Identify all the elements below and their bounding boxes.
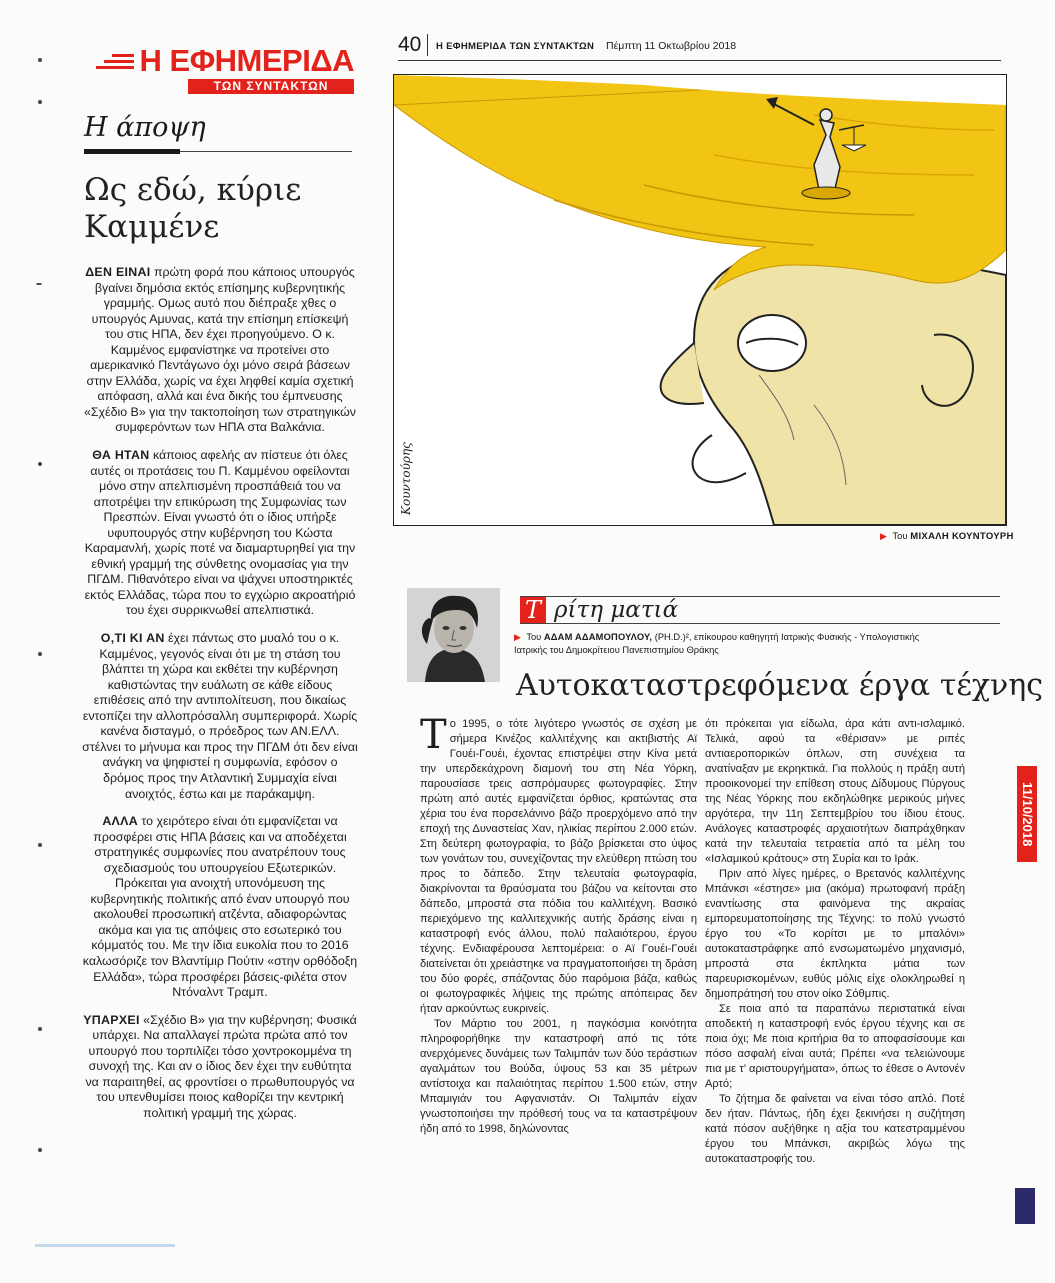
article-column-1 bbox=[420, 712, 697, 1137]
drop-cap: Τ bbox=[420, 712, 447, 758]
scan-dot bbox=[38, 58, 42, 62]
scan-dot bbox=[38, 843, 42, 847]
speed-lines-icon bbox=[96, 51, 134, 72]
scan-dot bbox=[38, 1148, 42, 1152]
column-header-rule bbox=[520, 623, 1000, 624]
article-paragraph: ότι πρόκειται για είδωλα, άρα κάτι αντι-ισλαμικό. Τελικά, αφού τα «θέρισαν» με ριπές αντιαεροπορικών όπλων, στη συνέχεια τα ανατίναξαν με εκρηκτικά. Για πολλούς η πράξη αυτή προοικονομεί την επίθεση στους Δίδυμους Πύργους της Νέας Υόρκης που εκδηλώθηκε μερικούς μήνες αργότερα, την 11η Σεπτεμβρίου του ίδιου έτους. Ανάλογες καταστροφές αρχαιοτήτων διαπράχθηκαν κατά την τελευταία τετραετία από τα μέλη του «Ισλαμικού κράτους» στη Συρία και το Ιράκ. bbox=[705, 718, 965, 865]
cartoon-credit bbox=[880, 531, 1014, 542]
paragraph-text: «Σχέδιο Β» για την κυβέρνηση; Φυσικά υπάρχει. Να απαλλαγεί πρώτα πρώτα από τον υπουργό που τορπιλίζει τόσο χοντροκομμένα τη συνοχή της. Και αν ο ίδιος δεν έχει την ευθύτητα να παραιτηθεί, ας φροντίσει ο πρωθυπουργός να του υπενθυμίσει ποιος καθορίζει την κεντρική πολιτική γραμμή της χώρας. bbox=[85, 1012, 357, 1120]
masthead-main bbox=[84, 44, 354, 78]
article-paragraph: Τον Μάρτιο του 2001, η παγκόσμια κοινότητα πληροφορήθηκε την καταστροφή από τις τότε ανερχόμενες δυνάμεις των Ταλιμπάν των δύο τεράστιων αγαλμάτων του Βούδα, ύψους 53 και 35 μέτρων αντίστοιχα και παλαιότητας περίπου 1.500 ετών, στην Μπαμιγιάν του Αφγανιστάν. Οι Ταλιμπάν είχαν γνωστοποιήσει την πρόθεσή τους να τα καταστρέψουν ήδη από το 1998, δηλώνοντας bbox=[420, 1018, 697, 1135]
column-header-name: ρίτη ματιά bbox=[554, 597, 679, 623]
editorial-title: Ως εδώ, κύριε Καμμένε bbox=[84, 172, 302, 245]
paragraph-lead: ΑΛΛΑ bbox=[102, 814, 138, 829]
editorial-paragraph bbox=[82, 448, 358, 619]
paper-name: Η ΕΦΗΜΕΡΙΔΑ ΤΩΝ ΣΥΝΤΑΚΤΩΝ bbox=[436, 41, 595, 52]
byline-prefix: Του bbox=[526, 632, 542, 642]
cartoon-illustration bbox=[393, 74, 1007, 526]
article-paragraph: Το ζήτημα δε φαίνεται να είναι τόσο απλό. Ποτέ δεν ήταν. Πάντως, ήδη έχει ξεκινήσει η συζήτηση κατά πόσον αυξήθηκε η αξία του κατεστραμμένου έργου του Μπάνκσι, ακριβώς λόγω της αυτοκαταστροφής του. bbox=[705, 1093, 965, 1165]
editorial-paragraph bbox=[82, 631, 358, 802]
section-label: Η άποψη bbox=[84, 112, 206, 143]
arrow-right-icon: ▶ bbox=[514, 632, 521, 642]
editorial-paragraph bbox=[82, 1013, 358, 1122]
paragraph-text: έχει πάντως στο μυαλό του ο κ. Καμμένος, γεγονός είναι ότι με τη στάση του βλάπτει τη χώρα και εκθέτει την κυβέρνηση καθιστώντας την ευάλωτη σε κάθε είδους επιθέσεις από την αντιπολίτευση, που δικαίως εντοπίζει την αλλοπρόσαλλη συμπεριφορά. Χωρίς κανένα δισταγμό, ο πρόεδρος των ΑΝ.ΕΛΛ. στέλνει το μήνυμα και προς την ΠΓΔΜ ότι δεν είναι ανάγκη να ψηφιστεί η συμφωνία, εφόσον ο δρόμος προς την Ατλαντική Συμμαχία είναι ανοιχτός, έστω και με παράκαμψη. bbox=[82, 631, 358, 801]
editorial-paragraph bbox=[82, 814, 358, 1001]
header-separator bbox=[427, 34, 428, 56]
article-paragraph: Σε ποια από τα παραπάνω περιστατικά είναι αποδεκτή η καταστροφή ενός έργου τέχνης και σε ποια όχι; Με ποια κριτήρια θα το αποφασίσουμε και πόσο ασφαλή είναι αυτά; Πρέπει «να τελειώνουμε πια με τ’ αριστουργήματα», όπως το έθεσε ο Αντονέν Αρτό; bbox=[705, 1003, 965, 1090]
paragraph-text: πρώτη φορά που κάποιος υπουργός βγαίνει δημόσια εκτός επίσημης κυβερνητικής γραμμής. Ομως αυτό που διέπραξε χθες ο υπουργός Αμυνας, κατά την επίσημη επίσκεψή του στις ΗΠΑ, δεν έχει προηγούμενο. Ο κ. Καμμένος εμφανίστηκε να προτείνει στο αμερικανικό Πεντάγωνο όχι μόνο σειρά βάσεων στην Ελλάδα, χωρίς να έχει ληφθεί καμία σχετική απόφαση, αλλά και ένα δικής του έμπνευσης «Σχέδιο Β» για την τακτοποίηση των στρατηγικών συμφερόντων των ΗΠΑ στα Βαλκάνια. bbox=[84, 265, 356, 435]
author-photo bbox=[407, 588, 500, 682]
article-paragraph: Πριν από λίγες ημέρες, ο Βρετανός καλλιτέχνης Μπάνκσι «έστησε» μια (ακόμα) πρωτοφανή πράξη εναντίωσης στα φαινόμενα της ακραίας εμπορευματοποίησης της Τέχνης: το πολύ γνωστό έργο του «Το κορίτσι με το μπαλόνι» αυτοκαταστράφηκε από ενσωματωμένο μηχανισμό, μπροστά στα έκπληκτα μάτια των παρευρισκομένων, ευθύς μόλις είχε ολοκληρωθεί η δημοπράτησή του στον οίκο Σόθμπις. bbox=[705, 868, 965, 1000]
article-byline bbox=[514, 631, 934, 657]
cartoon-drawing bbox=[394, 75, 1006, 525]
side-color-block bbox=[1015, 1188, 1035, 1224]
paragraph-text: ο 1995, ο τότε λιγότερο γνωστός σε σχέση με σήμερα Κινέζος καλλιτέχνης και ακτιβιστής Αϊ Γουέι-Γουέι, έχοντας επιστρέψει στην Κίνα μετά την υπερδεκάχρονη διαμονή του στη Νέα Υόρκη, παρουσίασε τρεις ασπρόμαυρες φωτογραφίες. Στην πρώτη από αυτές εμφανίζεται όρθιος, κρατώντας στα χέρια του ένα πορσελάνινο βάζο προερχόμενο από την εποχή της Δυναστείας Χαν, ηλικίας περίπου 2.000 ετών. Στη δεύτερη φωτογραφία, το βάζο βρίσκεται στο ύψος των γονάτων του, συνεχίζοντας την ελεύθερη πτώση του προς το δάπεδο. Στην τελευταία φωτογραφία, διακρίνονται τα θραύσματα του βάζου να κείτονται στο δάπεδο, μπροστά στα πόδια του καλλιτέχνη. Βασικό περιεχόμενο της καλλιτεχνικής αυτής δράσης είναι η καταστροφή ενός άλλου, πολύ παλαιότερου, έργου τέχνης. Ενδιαφέρουσα λεπτομέρεια: ο Αϊ Γουέι-Γουέι διατείνεται ότι χρειάστηκε να πραγματοποιήσει τη δράση του δύο φορές, σπάζοντας δύο παρόμοια βάζα, καθώς οι φωτογραφικές λήψεις της πρώτης απόπειρας δεν ήταν αρκούντως ευκρινείς. bbox=[420, 718, 697, 1015]
credit-prefix: Του bbox=[892, 531, 908, 542]
byline-name: ΑΔΑΜ ΑΔΑΜΟΠΟΥΛΟΥ, bbox=[543, 632, 653, 642]
masthead-title: Η ΕΦΗΜΕΡΙΔΑ bbox=[139, 43, 354, 78]
paragraph-text: το χειρότερο είναι ότι εμφανίζεται να προσφέρει στις ΗΠΑ βάσεις και να αποδέχεται στρατηγικές συμφωνίες που ανατρέπουν τους σχεδιασμούς του υπουργείου Εξωτερικών. Πρόκειται για ανοιχτή υπονόμευση της κυβερνητικής πολιτικής από έναν υπουργό που ακολουθεί προσωπική ατζέντα, αδιαφορώντας ακόμα και για τις απόψεις στο εσωτερικό του κόμματός του. Με την ίδια ευκολία που το 2016 καλωσόριζε τον Βλαντίμιρ Πούτιν «στην ορθόδοξη Ελλάδα», τώρα προσφέρει βάσεις-φιλέτα στον Ντόναλντ Τραμπ. bbox=[82, 814, 358, 1000]
column-header-initial: Τ bbox=[520, 597, 546, 624]
issue-date: Πέμπτη 11 Οκτωβρίου 2018 bbox=[606, 40, 737, 52]
scan-dot bbox=[38, 462, 42, 466]
scan-dot bbox=[38, 100, 42, 104]
byline-credentials: (PH.D.)², επίκουρου καθηγητή Ιατρικής Φυσικής - Υπολογιστικής Ιατρικής του Δημοκρίτειου Πανεπιστημίου Θράκης bbox=[514, 632, 920, 655]
editorial-paragraph bbox=[82, 265, 358, 436]
scan-dot bbox=[38, 1027, 42, 1031]
article-paragraph bbox=[420, 712, 697, 1017]
column-header bbox=[520, 596, 1000, 624]
author-portrait bbox=[407, 588, 500, 682]
section-divider-accent bbox=[84, 149, 180, 154]
credit-name: ΜΙΧΑΛΗ ΚΟΥΝΤΟΥΡΗ bbox=[910, 531, 1014, 542]
scan-dot bbox=[38, 652, 42, 656]
page-number: 40 bbox=[398, 33, 422, 56]
paragraph-lead: Ο,ΤΙ ΚΙ ΑΝ bbox=[100, 631, 165, 646]
scan-dot bbox=[36, 283, 42, 285]
article-title: Αυτοκαταστρεφόμενα έργα τέχνης bbox=[516, 668, 1044, 703]
scan-smudge bbox=[35, 1244, 175, 1247]
cartoon-mouth bbox=[693, 435, 746, 482]
side-date-tab: 11/10/2018 bbox=[1017, 766, 1037, 862]
masthead-logo bbox=[84, 44, 354, 94]
editorial-body bbox=[82, 265, 358, 1133]
masthead-subtitle: ΤΩΝ ΣΥΝΤΑΚΤΩΝ bbox=[188, 79, 354, 94]
header-rule bbox=[398, 60, 1001, 61]
svg-text:Κουντούρης: Κουντούρης bbox=[399, 442, 413, 515]
paragraph-text: κάποιος αφελής αν πίστευε ότι όλες αυτές οι προτάσεις του Π. Καμμένου οφείλονται μόνο στην απελπισμένη προσπάθειά του να αποτρέψει την επικύρωση της Συμφωνίας των Πρεσπών. Είναι γνωστό ότι ο ίδιος υπήρξε υφυπουργός στην κυβέρνηση του Κώστα Καραμανλή, χωρίς ποτέ να διαμαρτυρηθεί για την εθνική γραμμή της σύνθετης ονομασίας για την ΠΓΔΜ. Πιθανότερο είναι να ψάχνει υποστηρικτές εκτός Ελλάδας, τώρα που το εγχώριο ακροατήριό του έχει συρρικνωθεί απελπιστικά. bbox=[84, 448, 356, 618]
paragraph-lead: ΘΑ ΗΤΑΝ bbox=[92, 448, 150, 463]
article-column-2 bbox=[705, 717, 965, 1167]
paragraph-lead: ΔΕΝ ΕΙΝΑΙ bbox=[85, 265, 151, 279]
paragraph-lead: ΥΠΑΡΧΕΙ bbox=[83, 1012, 140, 1027]
arrow-right-icon: ▶ bbox=[880, 531, 887, 541]
